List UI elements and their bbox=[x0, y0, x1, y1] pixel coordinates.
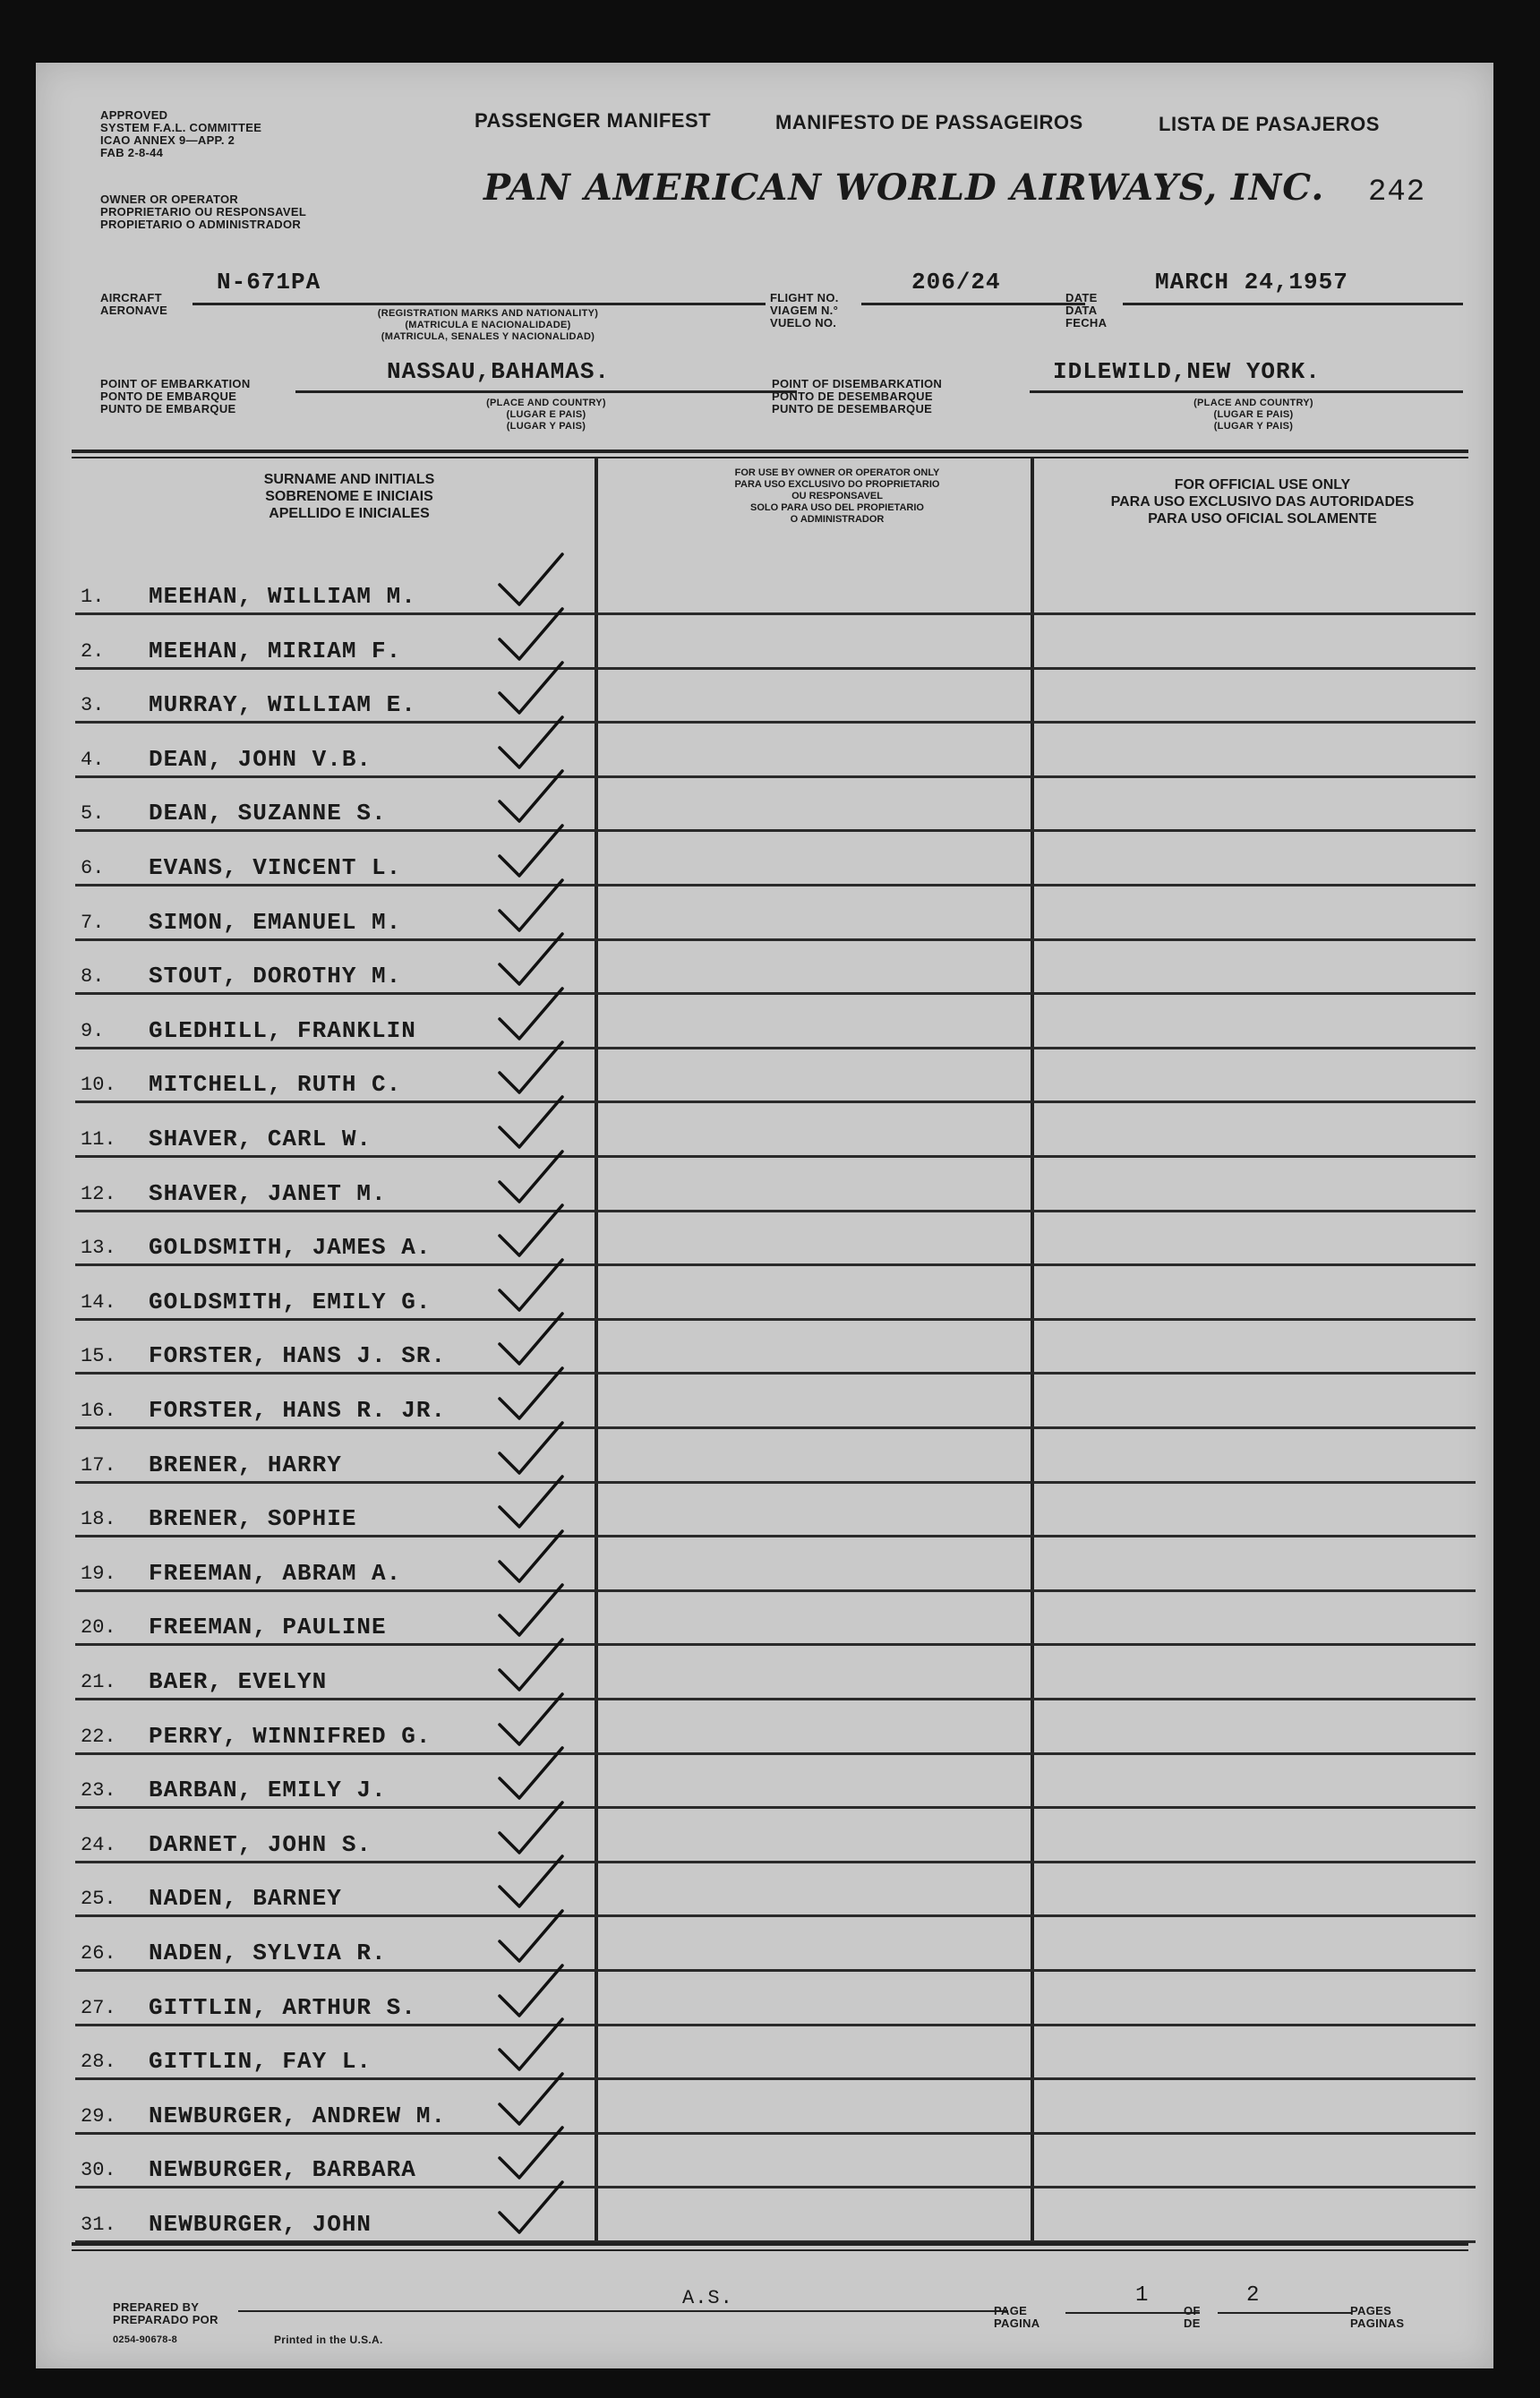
table-row bbox=[36, 1917, 1493, 1972]
checkmark-icon bbox=[494, 2122, 566, 2185]
title-english: PASSENGER MANIFEST bbox=[475, 109, 712, 132]
checkmark-icon bbox=[494, 1580, 566, 1642]
table-row bbox=[36, 2025, 1493, 2080]
of-value: 2 bbox=[1246, 2283, 1261, 2308]
table-row bbox=[36, 1212, 1493, 1266]
passenger-name: DARNET, JOHN S. bbox=[149, 1830, 372, 1858]
checkmark-icon bbox=[494, 1743, 566, 1805]
column-header-official: FOR OFFICIAL USE ONLY PARA USO EXCLUSIVO DAS AUTORIDADES PARA USO OFICIAL SOLAMENTE bbox=[1110, 477, 1415, 527]
company-name: PAN AMERICAN WORLD AIRWAYS, INC. bbox=[483, 167, 1325, 209]
passenger-name: DEAN, JOHN V.B. bbox=[149, 745, 372, 773]
passenger-name: SIMON, EMANUEL M. bbox=[149, 908, 402, 936]
row-number: 30. bbox=[81, 2159, 116, 2182]
aircraft-sublabel: (REGISTRATION MARKS AND NATIONALITY) (MATRICULA E NACIONALIDADE) (MATRICULA, SENALES Y NACIONALIDAD) bbox=[377, 308, 599, 342]
title-spanish: LISTA DE PASAJEROS bbox=[1159, 113, 1380, 135]
flight-value: 206/24 bbox=[911, 269, 1001, 295]
embarkation-label: POINT OF EMBARKATION PONTO DE EMBARQUE PUNTO DE EMBARQUE bbox=[100, 377, 251, 415]
table-row bbox=[36, 1320, 1493, 1375]
passenger-name: SHAVER, CARL W. bbox=[149, 1126, 372, 1152]
table-row bbox=[36, 724, 1493, 778]
checkmark-icon bbox=[494, 1146, 566, 1209]
checkmark-icon bbox=[494, 766, 566, 828]
disembarkation-sublabel: (PLACE AND COUNTRY) (LUGAR E PAIS) (LUGAR Y PAIS) bbox=[1194, 398, 1313, 432]
row-number: 31. bbox=[81, 2214, 116, 2236]
passenger-name: BRENER, HARRY bbox=[149, 1451, 342, 1478]
row-number: 9. bbox=[81, 1019, 105, 1042]
owner-label: OWNER OR OPERATOR PROPRIETARIO OU RESPONSAVEL PROPIETARIO O ADMINISTRADOR bbox=[100, 193, 307, 231]
prepared-by-initials: A.S. bbox=[682, 2287, 733, 2309]
checkmark-icon bbox=[494, 1634, 566, 1697]
passenger-name: FREEMAN, PAULINE bbox=[149, 1614, 387, 1641]
column-header-names: SURNAME AND INITIALS SOBRENOME E INICIAIS APELLIDO E INICIALES bbox=[263, 472, 435, 521]
passenger-name: MEEHAN, WILLIAM M. bbox=[149, 583, 416, 610]
table-bottom-rule-2 bbox=[72, 2249, 1468, 2251]
checkmark-icon bbox=[494, 1363, 566, 1426]
table-row bbox=[36, 995, 1493, 1049]
table-row bbox=[36, 1972, 1493, 2026]
printed-in: Printed in the U.S.A. bbox=[274, 2334, 383, 2346]
table-row bbox=[36, 1049, 1493, 1103]
passenger-name: BRENER, SOPHIE bbox=[149, 1505, 357, 1533]
checkmark-icon bbox=[494, 1200, 566, 1263]
disembarkation-value: IDLEWILD,NEW YORK. bbox=[1053, 358, 1321, 385]
page-line bbox=[1065, 2312, 1200, 2314]
embarkation-underline bbox=[295, 390, 797, 393]
table-row bbox=[36, 561, 1493, 615]
table-row bbox=[36, 2188, 1493, 2243]
page-label: PAGE PAGINA bbox=[994, 2304, 1040, 2330]
prepared-by-label: PREPARED BY PREPARADO POR bbox=[113, 2300, 218, 2326]
passenger-name: PERRY, WINNIFRED G. bbox=[149, 1722, 432, 1750]
row-number: 21. bbox=[81, 1671, 116, 1693]
row-number: 13. bbox=[81, 1237, 116, 1260]
column-header-owner-use: FOR USE BY OWNER OR OPERATOR ONLY PARA USO EXCLUSIVO DO PROPRIETARIO OU RESPONSAVEL SOLO PARA USO DEL PROPIETARIO O ADMINISTRADOR bbox=[734, 467, 940, 525]
page-value: 1 bbox=[1135, 2283, 1150, 2308]
row-number: 12. bbox=[81, 1182, 116, 1205]
table-row bbox=[36, 832, 1493, 886]
passenger-name: GLEDHILL, FRANKLIN bbox=[149, 1016, 416, 1044]
checkmark-icon bbox=[494, 549, 566, 612]
table-row bbox=[36, 1591, 1493, 1646]
passenger-name: GOLDSMITH, EMILY G. bbox=[149, 1288, 432, 1315]
checkmark-icon bbox=[494, 929, 566, 991]
passenger-name: STOUT, DOROTHY M. bbox=[149, 963, 402, 990]
row-number: 7. bbox=[81, 911, 105, 934]
table-row bbox=[36, 2080, 1493, 2135]
row-number: 26. bbox=[81, 1942, 116, 1965]
checkmark-icon bbox=[494, 1037, 566, 1100]
checkmark-icon bbox=[494, 875, 566, 938]
table-top-rule-2 bbox=[72, 457, 1468, 458]
passenger-name: NADEN, BARNEY bbox=[149, 1885, 342, 1913]
row-number: 5. bbox=[81, 802, 105, 826]
row-number: 20. bbox=[81, 1616, 116, 1640]
row-number: 29. bbox=[81, 2104, 116, 2128]
flight-underline bbox=[861, 303, 1085, 305]
table-row bbox=[36, 1483, 1493, 1537]
row-number: 19. bbox=[81, 1562, 116, 1585]
passenger-name: GITTLIN, ARTHUR S. bbox=[149, 1993, 416, 2021]
passenger-name: FREEMAN, ABRAM A. bbox=[149, 1559, 402, 1587]
checkmark-icon bbox=[494, 1092, 566, 1154]
checkmark-icon bbox=[494, 1526, 566, 1589]
title-portuguese: MANIFESTO DE PASSAGEIROS bbox=[775, 111, 1083, 133]
checkmark-icon bbox=[494, 1851, 566, 1914]
passenger-name: BAER, EVELYN bbox=[149, 1668, 328, 1695]
table-row bbox=[36, 1646, 1493, 1700]
passenger-name: DEAN, SUZANNE S. bbox=[149, 800, 387, 827]
checkmark-icon bbox=[494, 657, 566, 720]
table-row bbox=[36, 1537, 1493, 1592]
row-number: 23. bbox=[81, 1779, 116, 1803]
table-row bbox=[36, 1266, 1493, 1321]
checkmark-icon bbox=[494, 983, 566, 1046]
passenger-name: BARBAN, EMILY J. bbox=[149, 1777, 387, 1804]
passenger-name: FORSTER, HANS J. SR. bbox=[149, 1342, 447, 1370]
row-number: 25. bbox=[81, 1888, 116, 1911]
table-bottom-rule bbox=[72, 2242, 1468, 2246]
row-number: 8. bbox=[81, 965, 105, 989]
row-number: 24. bbox=[81, 1833, 116, 1856]
passenger-name: NEWBURGER, JOHN bbox=[149, 2211, 372, 2238]
disembarkation-underline bbox=[1030, 390, 1463, 393]
checkmark-icon bbox=[494, 1689, 566, 1751]
table-row bbox=[36, 2134, 1493, 2188]
row-number: 4. bbox=[81, 748, 105, 771]
manifest-sheet bbox=[36, 63, 1493, 2368]
checkmark-icon bbox=[494, 820, 566, 883]
embarkation-value: NASSAU,BAHAMAS. bbox=[387, 358, 611, 385]
checkmark-icon bbox=[494, 1308, 566, 1371]
pages-label: PAGES PAGINAS bbox=[1350, 2304, 1405, 2330]
row-number: 14. bbox=[81, 1290, 116, 1314]
checkmark-icon bbox=[494, 1960, 566, 2023]
row-number: 16. bbox=[81, 1400, 116, 1422]
row-number: 10. bbox=[81, 1074, 116, 1097]
checkmark-icon bbox=[494, 604, 566, 666]
passenger-name: MURRAY, WILLIAM E. bbox=[149, 691, 416, 719]
row-number: 2. bbox=[81, 639, 105, 663]
embarkation-sublabel: (PLACE AND COUNTRY) (LUGAR E PAIS) (LUGAR Y PAIS) bbox=[486, 398, 606, 432]
checkmark-icon bbox=[494, 1797, 566, 1860]
passenger-name: MITCHELL, RUTH C. bbox=[149, 1071, 402, 1099]
table-row bbox=[36, 1429, 1493, 1484]
row-number: 15. bbox=[81, 1345, 116, 1368]
date-underline bbox=[1123, 303, 1463, 305]
passenger-name: NEWBURGER, BARBARA bbox=[149, 2156, 416, 2184]
passenger-name: MEEHAN, MIRIAM F. bbox=[149, 637, 402, 664]
table-row bbox=[36, 1375, 1493, 1429]
passenger-name: FORSTER, HANS R. JR. bbox=[149, 1397, 447, 1424]
prepared-by-line bbox=[238, 2310, 1008, 2312]
row-number: 11. bbox=[81, 1128, 116, 1151]
table-row bbox=[36, 777, 1493, 832]
table-row bbox=[36, 1809, 1493, 1863]
of-line bbox=[1218, 2312, 1352, 2314]
passenger-name: SHAVER, JANET M. bbox=[149, 1179, 387, 1207]
date-value: MARCH 24,1957 bbox=[1155, 269, 1348, 295]
passenger-name: NEWBURGER, ANDREW M. bbox=[149, 2102, 447, 2129]
passenger-name: GITTLIN, FAY L. bbox=[149, 2048, 372, 2076]
checkmark-icon bbox=[494, 2068, 566, 2131]
row-number: 1. bbox=[81, 586, 105, 608]
row-number: 18. bbox=[81, 1508, 116, 1531]
checkmark-icon bbox=[494, 1471, 566, 1534]
checkmark-icon bbox=[494, 1417, 566, 1480]
passenger-name: EVANS, VINCENT L. bbox=[149, 854, 402, 881]
passenger-name: NADEN, SYLVIA R. bbox=[149, 1940, 387, 1966]
aircraft-underline bbox=[192, 303, 766, 305]
aircraft-label: AIRCRAFT AERONAVE bbox=[100, 291, 168, 317]
disembarkation-label: POINT OF DISEMBARKATION PONTO DE DESEMBARQUE PUNTO DE DESEMBARQUE bbox=[772, 377, 943, 415]
row-number: 6. bbox=[81, 857, 105, 879]
checkmark-icon bbox=[494, 1255, 566, 1317]
table-row bbox=[36, 669, 1493, 724]
table-top-rule bbox=[72, 450, 1468, 453]
row-number: 28. bbox=[81, 2051, 116, 2074]
table-row bbox=[36, 615, 1493, 670]
page-stamp: 242 bbox=[1368, 176, 1426, 210]
table-row bbox=[36, 1158, 1493, 1212]
date-label: DATE DATA FECHA bbox=[1065, 291, 1108, 330]
checkmark-icon bbox=[494, 1906, 566, 1968]
checkmark-icon bbox=[494, 2014, 566, 2077]
flight-label: FLIGHT NO. VIAGEM N.° VUELO NO. bbox=[770, 291, 839, 330]
row-number: 22. bbox=[81, 1725, 116, 1748]
table-row bbox=[36, 886, 1493, 941]
passenger-name: GOLDSMITH, JAMES A. bbox=[149, 1234, 432, 1262]
form-number: 0254-90678-8 bbox=[113, 2334, 178, 2345]
checkmark-icon bbox=[494, 712, 566, 775]
table-row bbox=[36, 1754, 1493, 1809]
approval-block: APPROVED SYSTEM F.A.L. COMMITTEE ICAO ANNEX 9—APP. 2 FAB 2-8-44 bbox=[100, 108, 262, 159]
table-row bbox=[36, 940, 1493, 995]
of-label: OF DE bbox=[1184, 2304, 1201, 2330]
row-number: 3. bbox=[81, 694, 105, 717]
checkmark-icon bbox=[494, 2177, 566, 2240]
table-row bbox=[36, 1863, 1493, 1917]
table-row bbox=[36, 1700, 1493, 1755]
table-row bbox=[36, 1103, 1493, 1158]
row-number: 27. bbox=[81, 1996, 116, 2019]
aircraft-value: N-671PA bbox=[217, 269, 321, 295]
row-number: 17. bbox=[81, 1453, 116, 1477]
